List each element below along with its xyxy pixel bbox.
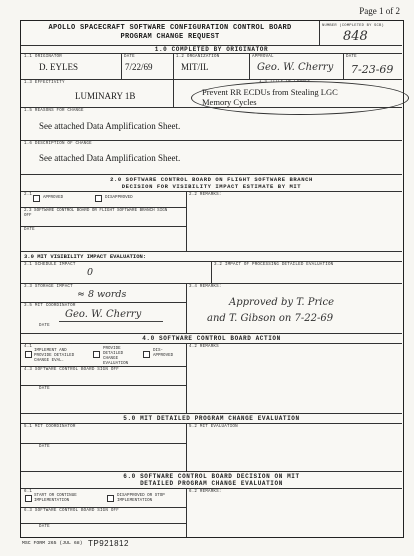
organization-value: MIT/IL	[181, 62, 209, 72]
continue-implementation-label: START OR CONTINUE IMPLEMENTATION	[34, 494, 77, 503]
storage-impact-label: 3.3 STORAGE IMPACT	[24, 285, 73, 289]
section4-disapproved-checkbox[interactable]	[143, 351, 150, 358]
section4-signoff-label: 4.3 SOFTWARE CONTROL BOARD SIGN OFF	[24, 368, 119, 372]
provide-evaluation-checkbox[interactable]	[93, 351, 100, 358]
mit-coordinator-label: 3.5 MIT COORDINATOR	[24, 304, 76, 308]
number-label: NUMBER (COMPLETED BY SCB)	[322, 24, 384, 28]
section6-heading-line2: DETAILED PROGRAM CHANGE EVALUATION	[140, 480, 283, 487]
organization-label: 1.2 ORGANIZATION	[176, 55, 220, 59]
implement-label: IMPLEMENT AND PROVIDE DETAILED CHANGE EVAL.	[34, 349, 75, 363]
page-indicator: Page 1 of 2	[359, 6, 400, 16]
effectivity-value: LUMINARY 1B	[75, 91, 136, 101]
mit-evaluation-label: 5.2 MIT EVALUATION	[189, 425, 238, 429]
section3-date-label: DATE	[39, 324, 50, 328]
section5-date-label: DATE	[39, 445, 50, 449]
section5-coordinator-label: 5.1 MIT COORDINATOR	[24, 425, 76, 429]
change-request-form	[20, 20, 404, 538]
section2-signoff-label: 2.3 SOFTWARE CONTROL BOARD OR FLIGHT SOFTWARE BRANCH SIGN OFF	[24, 209, 168, 218]
approved-label: APPROVED	[43, 196, 64, 200]
approval-signature: Geo. W. Cherry	[257, 62, 334, 73]
disapproved-label: DISAPPROVED	[105, 196, 133, 200]
approval-date-label: DATE	[346, 55, 357, 59]
title-value-line2: Memory Cycles	[202, 97, 257, 107]
section3-remarks-line1: Approved by T. Price	[229, 297, 334, 308]
section4-disapproved-label: DIS- APPROVED	[153, 349, 174, 358]
section6-heading-line1: 6.0 SOFTWARE CONTROL BOARD DECISION ON MIT	[123, 473, 300, 480]
storage-impact-value: ≈ 8 words	[77, 289, 127, 300]
stop-implementation-label: DISAPPROVED OR STOP IMPLEMENTATION	[117, 494, 165, 503]
stamp-number: TP921812	[88, 539, 129, 548]
approval-date-value: 7-23-69	[351, 63, 394, 76]
mit-coordinator-signature: Geo. W. Cherry	[65, 309, 142, 320]
date-label: DATE	[124, 55, 135, 59]
section2-heading-line2: DECISION FOR VISIBILITY IMPACT ESTIMATE BY MIT	[121, 183, 302, 190]
section6-signoff-label: 6.3 SOFTWARE CONTROL BOARD SIGN OFF	[24, 509, 119, 513]
effectivity-label: 1.3 EFFECTIVITY	[24, 81, 65, 85]
continue-implementation-checkbox[interactable]	[25, 495, 32, 502]
section2-date-label: DATE	[24, 228, 35, 232]
processing-impact-label: 3.2 IMPACT OF PROCESSING DETAILED EVALUATION	[214, 263, 334, 267]
form-title	[21, 24, 319, 41]
schedule-impact-value: 0	[87, 267, 94, 278]
form-title-line1: APOLLO SPACECRAFT SOFTWARE CONFIGURATION CONTROL BOARD	[48, 24, 292, 32]
section2-remarks-label: 2.2 REMARKS:	[189, 193, 222, 197]
approval-label: APPROVAL	[252, 55, 274, 59]
section1-heading: 1.0 COMPLETED BY ORIGINATOR	[154, 46, 269, 53]
title-value-line1: Prevent RR ECDUs from Stealing LGC	[202, 87, 338, 97]
provide-evaluation-label: PROVIDE DETAILED CHANGE EVALUATION	[103, 347, 129, 366]
form-id: MSC FORM 265 (JUL 68)	[22, 541, 83, 546]
originator-date-value: 7/22/69	[125, 62, 153, 72]
section6-remarks-label: 6.2 REMARKS:	[189, 490, 222, 494]
section4-item-label: 4.1	[24, 345, 33, 349]
reasons-label: 1.5 REASONS FOR CHANGE	[24, 109, 84, 113]
section3-remarks-line2: and T. Gibson on 7-22-69	[207, 313, 334, 324]
section4-remarks-label: 4.2 REMARKS	[189, 345, 219, 349]
reasons-value: See attached Data Amplification Sheet.	[39, 121, 181, 131]
section6-item-label: 6.1	[24, 490, 33, 494]
section2-item-label: 2.1	[24, 193, 33, 197]
stop-implementation-checkbox[interactable]	[107, 495, 114, 502]
section4-date-label: DATE	[39, 387, 50, 391]
section2-heading-line1: 2.0 SOFTWARE CONTROL BOARD ON FLIGHT SOFTWARE BRANCH	[110, 176, 313, 183]
schedule-impact-label: 3.1 SCHEDULE IMPACT	[24, 263, 76, 267]
number-value: 848	[343, 29, 368, 44]
title-label: 1.4 TITLE OF CHANGE	[259, 80, 311, 84]
section3-heading: 3.0 MIT VISIBILITY IMPACT EVALUATION:	[24, 253, 147, 260]
disapproved-checkbox[interactable]	[95, 195, 102, 202]
section3-remarks-label: 3.4 REMARKS:	[189, 285, 222, 289]
description-label: 1.6 DESCRIPTION OF CHANGE	[24, 142, 92, 146]
section6-date-label: DATE	[39, 525, 50, 529]
originator-label: 1.1 ORIGINATOR	[24, 55, 62, 59]
form-title-line2: PROGRAM CHANGE REQUEST	[120, 33, 220, 41]
approved-checkbox[interactable]	[33, 195, 40, 202]
section4-heading: 4.0 SOFTWARE CONTROL BOARD ACTION	[142, 335, 281, 342]
section5-heading: 5.0 MIT DETAILED PROGRAM CHANGE EVALUATION	[123, 415, 300, 422]
implement-checkbox[interactable]	[25, 351, 32, 358]
originator-value: D. EYLES	[39, 62, 78, 72]
description-value: See attached Data Amplification Sheet.	[39, 153, 181, 163]
